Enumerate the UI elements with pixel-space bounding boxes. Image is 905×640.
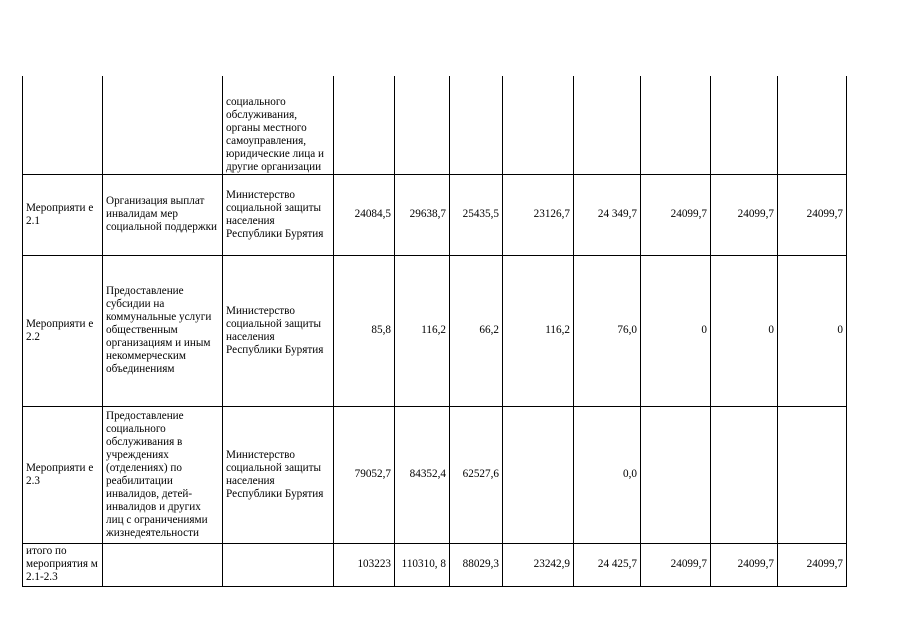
row-executor: социального обслуживания, органы местного самоуправления, юридические лица и другие организации bbox=[223, 76, 334, 174]
table-row-total bbox=[23, 543, 847, 586]
row-code: итого по мероприятия м 2.1-2.3 bbox=[23, 543, 103, 586]
row-name: Организация выплат инвалидам мер социальной поддержки bbox=[103, 174, 223, 255]
row-value: 116,2 bbox=[395, 255, 450, 406]
row-code: Мероприяти е 2.3 bbox=[23, 406, 103, 543]
row-value: 0 bbox=[711, 255, 778, 406]
row-value: 0,0 bbox=[574, 406, 641, 543]
row-value bbox=[450, 76, 503, 174]
row-value: 85,8 bbox=[334, 255, 395, 406]
row-value: 23242,9 bbox=[503, 543, 574, 586]
row-executor: Министерство социальной защиты населения Республики Бурятия bbox=[223, 406, 334, 543]
row-value bbox=[503, 76, 574, 174]
row-value: 24 425,7 bbox=[574, 543, 641, 586]
row-value: 76,0 bbox=[574, 255, 641, 406]
row-value: 24099,7 bbox=[711, 174, 778, 255]
row-code bbox=[23, 76, 103, 174]
row-name bbox=[103, 543, 223, 586]
row-value: 24084,5 bbox=[334, 174, 395, 255]
row-value: 23126,7 bbox=[503, 174, 574, 255]
table-row bbox=[23, 76, 847, 174]
table-row bbox=[23, 174, 847, 255]
row-value: 79052,7 bbox=[334, 406, 395, 543]
row-name: Предоставление субсидии на коммунальные услуги общественным организациям и иным некоммерческим объединениям bbox=[103, 255, 223, 406]
row-value: 0 bbox=[778, 255, 847, 406]
row-value bbox=[711, 76, 778, 174]
row-value: 25435,5 bbox=[450, 174, 503, 255]
row-value: 62527,6 bbox=[450, 406, 503, 543]
row-executor: Министерство социальной защиты населения Республики Бурятия bbox=[223, 174, 334, 255]
row-value: 29638,7 bbox=[395, 174, 450, 255]
row-name: Предоставление социального обслуживания в учреждениях (отделениях) по реабилитации инвалидов, детей-инвалидов и других лиц с ограничениями жизнедеятельности bbox=[103, 406, 223, 543]
row-value bbox=[641, 76, 711, 174]
row-value: 24099,7 bbox=[641, 174, 711, 255]
row-code: Мероприяти е 2.2 bbox=[23, 255, 103, 406]
row-value: 88029,3 bbox=[450, 543, 503, 586]
row-value bbox=[778, 406, 847, 543]
row-value: 116,2 bbox=[503, 255, 574, 406]
row-value: 24099,7 bbox=[711, 543, 778, 586]
row-value: 66,2 bbox=[450, 255, 503, 406]
table-row bbox=[23, 406, 847, 543]
table-row bbox=[23, 255, 847, 406]
row-value: 0 bbox=[641, 255, 711, 406]
row-name bbox=[103, 76, 223, 174]
row-value bbox=[503, 406, 574, 543]
budget-table bbox=[22, 76, 847, 587]
row-code: Мероприяти е 2.1 bbox=[23, 174, 103, 255]
row-value: 24 349,7 bbox=[574, 174, 641, 255]
row-executor: Министерство социальной защиты населения Республики Бурятия bbox=[223, 255, 334, 406]
row-value bbox=[334, 76, 395, 174]
row-value bbox=[574, 76, 641, 174]
row-value: 24099,7 bbox=[778, 543, 847, 586]
row-value: 84352,4 bbox=[395, 406, 450, 543]
row-value: 110310, 8 bbox=[395, 543, 450, 586]
row-value: 103223 bbox=[334, 543, 395, 586]
row-value: 24099,7 bbox=[641, 543, 711, 586]
row-value bbox=[711, 406, 778, 543]
row-value: 24099,7 bbox=[778, 174, 847, 255]
row-executor bbox=[223, 543, 334, 586]
row-value bbox=[395, 76, 450, 174]
row-value bbox=[778, 76, 847, 174]
row-value bbox=[641, 406, 711, 543]
